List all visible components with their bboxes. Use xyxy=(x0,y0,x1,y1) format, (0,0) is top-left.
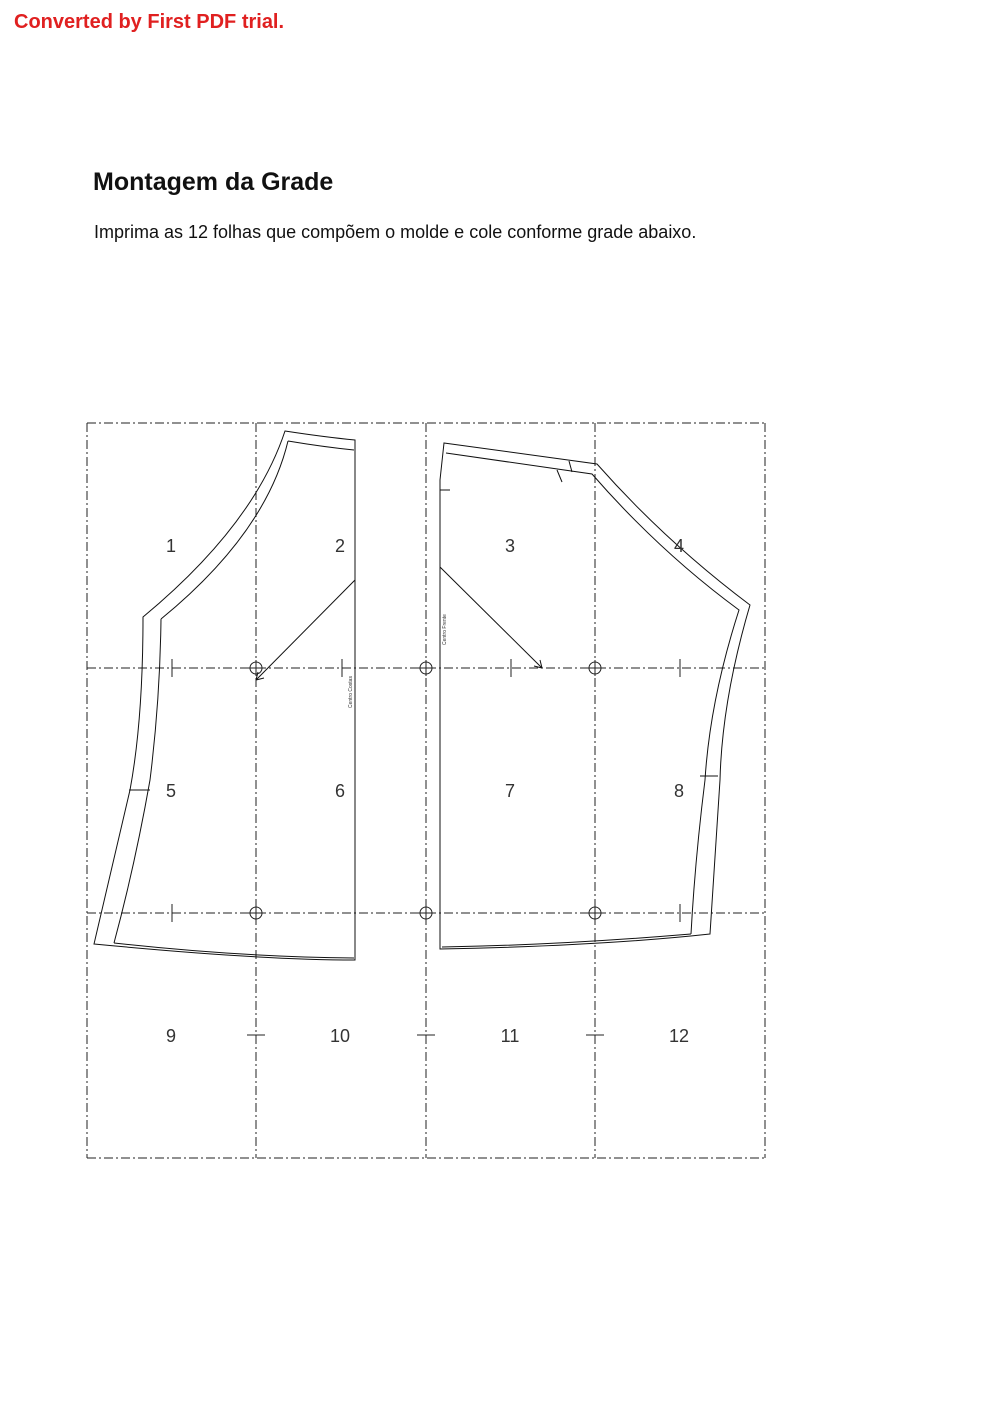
page-title: Montagem da Grade xyxy=(93,168,334,196)
sheet-numbers xyxy=(166,536,689,1046)
back-piece-cut-line xyxy=(94,431,355,960)
front-piece-stitch-line xyxy=(446,453,739,934)
registration-circle-icon xyxy=(587,905,603,921)
sheet-number: 2 xyxy=(334,536,346,556)
back-fold-label: Centro Costas xyxy=(348,676,354,708)
sheet-number: 9 xyxy=(165,1026,177,1046)
registration-circle-icon xyxy=(587,660,603,676)
sheet-number: 12 xyxy=(668,1026,690,1046)
sheet-number: 5 xyxy=(165,781,177,801)
back-pattern-piece xyxy=(94,431,355,960)
sheet-number: 3 xyxy=(504,536,516,556)
front-fold-label: Centro Frente xyxy=(442,614,448,645)
sheet-number: 11 xyxy=(500,1026,520,1046)
sheet-number: 4 xyxy=(673,536,685,556)
sheet-number: 1 xyxy=(165,536,177,556)
back-piece-stitch-line xyxy=(114,441,354,943)
back-grainline xyxy=(256,580,355,680)
registration-circle-icon xyxy=(248,660,264,676)
sheet-number: 8 xyxy=(673,781,685,801)
registration-circle-icon xyxy=(248,905,264,921)
registration-circle-icon xyxy=(418,905,434,921)
sheet-number: 7 xyxy=(504,781,516,801)
front-shoulder-notch xyxy=(557,470,562,482)
registration-circle-icon xyxy=(418,660,434,676)
sheet-number: 6 xyxy=(334,781,346,801)
instructions-text: Imprima as 12 folhas que compõem o molde e cole conforme grade abaixo. xyxy=(94,222,697,242)
sheet-grid xyxy=(87,423,765,1158)
sheet-number: 10 xyxy=(329,1026,351,1046)
watermark-text: Converted by First PDF trial. xyxy=(14,11,285,33)
front-grainline xyxy=(440,567,542,668)
alignment-ticks xyxy=(129,659,680,1035)
